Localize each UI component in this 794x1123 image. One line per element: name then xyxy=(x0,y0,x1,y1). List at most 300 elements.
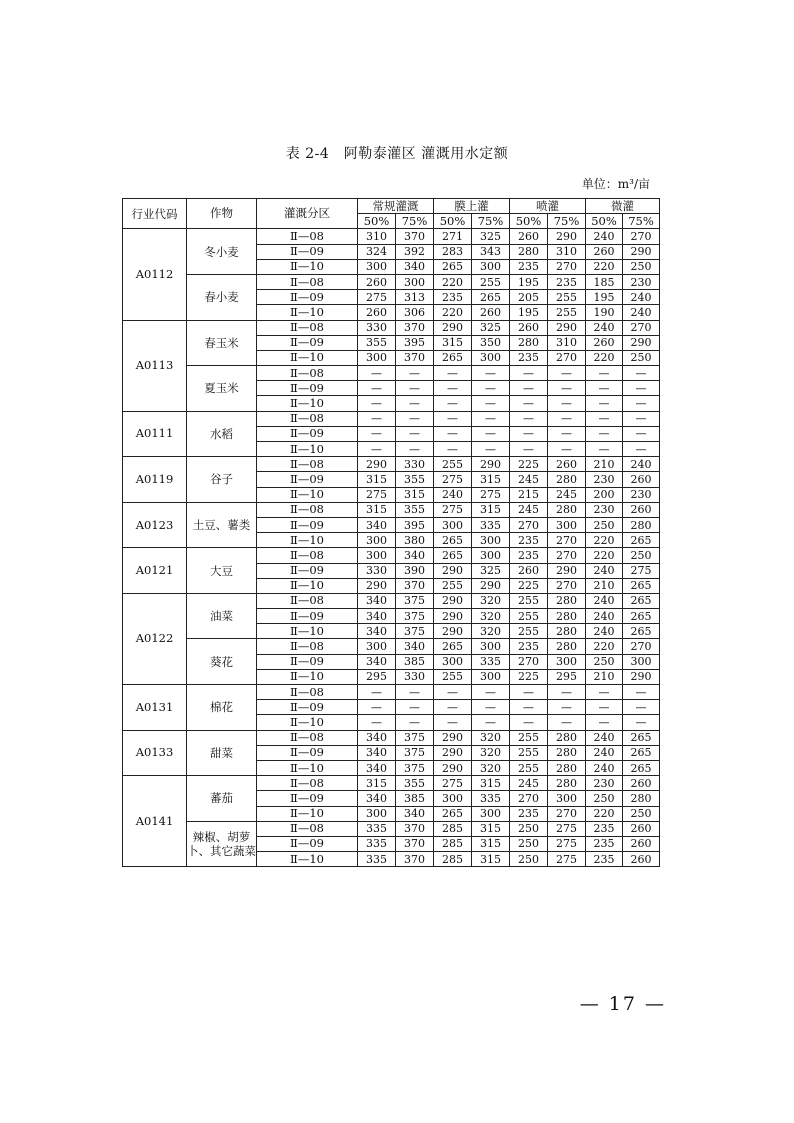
header-zone: 灌溉分区 xyxy=(257,199,358,229)
industry-code-cell: A0112 xyxy=(123,229,187,320)
quota-value-cell: 230 xyxy=(623,274,660,289)
header-percent: 75% xyxy=(472,214,510,229)
quota-value-cell: 370 xyxy=(396,821,434,836)
quota-value-cell: — xyxy=(510,411,548,426)
quota-value-cell: 280 xyxy=(548,776,586,791)
quota-value-cell: 315 xyxy=(434,335,472,350)
zone-cell: Ⅱ—09 xyxy=(257,426,358,441)
quota-value-cell: 270 xyxy=(548,259,586,274)
quota-value-cell: — xyxy=(434,426,472,441)
crop-name-cell: 春玉米 xyxy=(187,320,257,366)
quota-value-cell: — xyxy=(396,411,434,426)
quota-value-cell: 340 xyxy=(396,259,434,274)
zone-cell: Ⅱ—08 xyxy=(257,593,358,608)
quota-value-cell: 240 xyxy=(586,760,623,775)
zone-cell: Ⅱ—09 xyxy=(257,517,358,532)
quota-value-cell: 315 xyxy=(472,472,510,487)
quota-value-cell: 290 xyxy=(434,609,472,624)
quota-value-cell: 370 xyxy=(396,852,434,867)
quota-value-cell: 300 xyxy=(472,259,510,274)
quota-value-cell: — xyxy=(396,442,434,457)
quota-value-cell: 275 xyxy=(358,487,396,502)
zone-cell: Ⅱ—10 xyxy=(257,760,358,775)
quota-value-cell: 290 xyxy=(434,745,472,760)
zone-cell: Ⅱ—08 xyxy=(257,685,358,700)
crop-name-cell: 冬小麦 xyxy=(187,229,257,275)
quota-value-cell: — xyxy=(510,381,548,396)
quota-value-cell: 395 xyxy=(396,335,434,350)
quota-value-cell: — xyxy=(396,700,434,715)
quota-value-cell: 260 xyxy=(510,229,548,244)
zone-cell: Ⅱ—10 xyxy=(257,806,358,821)
quota-value-cell: 260 xyxy=(358,305,396,320)
quota-value-cell: — xyxy=(472,426,510,441)
quota-value-cell: 285 xyxy=(434,852,472,867)
quota-value-cell: — xyxy=(586,700,623,715)
quota-value-cell: 340 xyxy=(396,548,434,563)
quota-value-cell: 310 xyxy=(358,229,396,244)
quota-value-cell: 250 xyxy=(623,259,660,274)
quota-value-cell: 230 xyxy=(586,502,623,517)
quota-value-cell: 300 xyxy=(358,548,396,563)
table-row xyxy=(123,229,660,244)
quota-value-cell: 270 xyxy=(623,639,660,654)
crop-name-cell: 油菜 xyxy=(187,593,257,639)
quota-value-cell: — xyxy=(548,396,586,411)
quota-value-cell: 330 xyxy=(396,669,434,684)
quota-value-cell: 300 xyxy=(472,350,510,365)
quota-value-cell: 290 xyxy=(623,669,660,684)
quota-value-cell: 240 xyxy=(586,320,623,335)
quota-value-cell: — xyxy=(358,715,396,730)
quota-value-cell: 190 xyxy=(586,305,623,320)
quota-value-cell: 270 xyxy=(510,517,548,532)
quota-value-cell: 260 xyxy=(510,563,548,578)
quota-value-cell: 385 xyxy=(396,654,434,669)
quota-value-cell: 340 xyxy=(358,609,396,624)
crop-name-cell: 棉花 xyxy=(187,685,257,731)
table-row xyxy=(123,411,660,426)
quota-value-cell: 260 xyxy=(586,244,623,259)
quota-value-cell: 350 xyxy=(472,335,510,350)
quota-value-cell: 225 xyxy=(510,457,548,472)
zone-cell: Ⅱ—09 xyxy=(257,290,358,305)
industry-code-cell: A0133 xyxy=(123,730,187,776)
quota-value-cell: 225 xyxy=(510,578,548,593)
quota-value-cell: — xyxy=(510,715,548,730)
quota-value-cell: — xyxy=(623,366,660,381)
quota-value-cell: 275 xyxy=(434,502,472,517)
zone-cell: Ⅱ—09 xyxy=(257,700,358,715)
quota-value-cell: 265 xyxy=(434,350,472,365)
zone-cell: Ⅱ—10 xyxy=(257,487,358,502)
table-row xyxy=(123,320,660,335)
quota-value-cell: — xyxy=(358,381,396,396)
quota-value-cell: 280 xyxy=(548,472,586,487)
quota-value-cell: — xyxy=(396,715,434,730)
quota-value-cell: 280 xyxy=(510,244,548,259)
quota-value-cell: — xyxy=(623,442,660,457)
quota-value-cell: — xyxy=(472,396,510,411)
crop-name-cell: 土豆、薯类 xyxy=(187,502,257,548)
quota-value-cell: 300 xyxy=(548,517,586,532)
zone-cell: Ⅱ—08 xyxy=(257,639,358,654)
quota-value-cell: — xyxy=(472,366,510,381)
quota-value-cell: 306 xyxy=(396,305,434,320)
quota-value-cell: 300 xyxy=(358,533,396,548)
table-row xyxy=(123,457,660,472)
quota-value-cell: 250 xyxy=(510,821,548,836)
quota-value-cell: 265 xyxy=(623,578,660,593)
quota-value-cell: 290 xyxy=(548,320,586,335)
quota-value-cell: — xyxy=(396,381,434,396)
quota-value-cell: — xyxy=(623,700,660,715)
quota-value-cell: — xyxy=(548,700,586,715)
industry-code-cell: A0123 xyxy=(123,502,187,548)
crop-name-cell: 夏玉米 xyxy=(187,366,257,412)
quota-value-cell: 260 xyxy=(510,320,548,335)
quota-value-cell: 290 xyxy=(434,563,472,578)
quota-value-cell: 343 xyxy=(472,244,510,259)
quota-value-cell: 375 xyxy=(396,609,434,624)
quota-value-cell: 335 xyxy=(358,836,396,851)
quota-value-cell: 265 xyxy=(434,806,472,821)
quota-value-cell: 255 xyxy=(510,609,548,624)
zone-cell: Ⅱ—08 xyxy=(257,548,358,563)
quota-value-cell: 255 xyxy=(548,305,586,320)
zone-cell: Ⅱ—10 xyxy=(257,305,358,320)
quota-value-cell: — xyxy=(548,685,586,700)
quota-value-cell: 285 xyxy=(434,836,472,851)
quota-value-cell: 320 xyxy=(472,760,510,775)
quota-value-cell: 280 xyxy=(548,609,586,624)
quota-value-cell: — xyxy=(358,700,396,715)
quota-value-cell: 255 xyxy=(510,730,548,745)
quota-value-cell: 285 xyxy=(434,821,472,836)
quota-value-cell: 340 xyxy=(358,624,396,639)
zone-cell: Ⅱ—08 xyxy=(257,730,358,745)
quota-value-cell: 255 xyxy=(510,745,548,760)
quota-value-cell: 300 xyxy=(434,791,472,806)
quota-value-cell: — xyxy=(548,442,586,457)
quota-value-cell: 290 xyxy=(434,320,472,335)
quota-value-cell: 385 xyxy=(396,791,434,806)
zone-cell: Ⅱ—09 xyxy=(257,791,358,806)
quota-value-cell: 220 xyxy=(586,806,623,821)
quota-value-cell: — xyxy=(358,685,396,700)
quota-value-cell: 265 xyxy=(434,639,472,654)
header-percent: 75% xyxy=(396,214,434,229)
quota-value-cell: 320 xyxy=(472,745,510,760)
table-row xyxy=(123,639,660,654)
zone-cell: Ⅱ—09 xyxy=(257,836,358,851)
quota-value-cell: 280 xyxy=(548,730,586,745)
quota-value-cell: 260 xyxy=(548,457,586,472)
quota-value-cell: 235 xyxy=(510,548,548,563)
quota-value-cell: 325 xyxy=(472,229,510,244)
quota-value-cell: 290 xyxy=(358,457,396,472)
quota-value-cell: 280 xyxy=(623,791,660,806)
quota-value-cell: 280 xyxy=(548,639,586,654)
quota-value-cell: 245 xyxy=(548,487,586,502)
zone-cell: Ⅱ—09 xyxy=(257,609,358,624)
zone-cell: Ⅱ—08 xyxy=(257,821,358,836)
quota-value-cell: 235 xyxy=(510,350,548,365)
quota-value-cell: — xyxy=(623,685,660,700)
quota-value-cell: 335 xyxy=(472,791,510,806)
industry-code-cell: A0122 xyxy=(123,593,187,684)
quota-value-cell: 250 xyxy=(623,350,660,365)
quota-value-cell: 220 xyxy=(434,274,472,289)
quota-value-cell: 195 xyxy=(510,274,548,289)
quota-value-cell: — xyxy=(510,396,548,411)
quota-value-cell: 315 xyxy=(358,502,396,517)
quota-value-cell: 195 xyxy=(510,305,548,320)
quota-value-cell: 270 xyxy=(548,578,586,593)
quota-value-cell: 250 xyxy=(586,791,623,806)
quota-value-cell: — xyxy=(586,381,623,396)
quota-value-cell: 355 xyxy=(396,472,434,487)
zone-cell: Ⅱ—09 xyxy=(257,654,358,669)
quota-value-cell: 240 xyxy=(623,457,660,472)
quota-value-cell: 235 xyxy=(434,290,472,305)
header-method-sprinkler: 喷灌 xyxy=(510,199,586,214)
quota-value-cell: 340 xyxy=(358,517,396,532)
quota-value-cell: 265 xyxy=(623,533,660,548)
quota-value-cell: 265 xyxy=(623,609,660,624)
quota-value-cell: 275 xyxy=(472,487,510,502)
quota-value-cell: 300 xyxy=(434,517,472,532)
quota-value-cell: 280 xyxy=(548,760,586,775)
quota-value-cell: 275 xyxy=(548,836,586,851)
quota-value-cell: — xyxy=(434,700,472,715)
quota-value-cell: 260 xyxy=(472,305,510,320)
quota-value-cell: — xyxy=(548,366,586,381)
quota-value-cell: 300 xyxy=(472,533,510,548)
quota-value-cell: 300 xyxy=(548,654,586,669)
quota-value-cell: — xyxy=(434,366,472,381)
quota-value-cell: — xyxy=(586,715,623,730)
industry-code-cell: A0141 xyxy=(123,776,187,867)
quota-value-cell: 265 xyxy=(623,624,660,639)
quota-value-cell: 220 xyxy=(586,533,623,548)
quota-value-cell: 300 xyxy=(358,806,396,821)
quota-value-cell: 295 xyxy=(358,669,396,684)
quota-value-cell: — xyxy=(586,366,623,381)
quota-value-cell: 270 xyxy=(623,320,660,335)
quota-value-cell: 260 xyxy=(623,852,660,867)
quota-value-cell: 265 xyxy=(434,259,472,274)
zone-cell: Ⅱ—09 xyxy=(257,563,358,578)
quota-value-cell: 240 xyxy=(623,290,660,305)
quota-value-cell: 265 xyxy=(623,730,660,745)
quota-value-cell: — xyxy=(623,381,660,396)
quota-value-cell: 240 xyxy=(586,609,623,624)
quota-value-cell: 245 xyxy=(510,776,548,791)
quota-value-cell: 230 xyxy=(586,776,623,791)
quota-value-cell: 255 xyxy=(434,669,472,684)
quota-value-cell: 280 xyxy=(548,745,586,760)
quota-value-cell: 240 xyxy=(586,730,623,745)
table-row xyxy=(123,548,660,563)
quota-value-cell: 255 xyxy=(548,290,586,305)
quota-value-cell: 275 xyxy=(434,472,472,487)
zone-cell: Ⅱ—08 xyxy=(257,502,358,517)
quota-value-cell: — xyxy=(434,442,472,457)
quota-value-cell: 315 xyxy=(358,472,396,487)
zone-cell: Ⅱ—08 xyxy=(257,411,358,426)
zone-cell: Ⅱ—08 xyxy=(257,366,358,381)
quota-value-cell: 265 xyxy=(623,760,660,775)
quota-value-cell: 255 xyxy=(510,760,548,775)
quota-value-cell: 290 xyxy=(548,229,586,244)
quota-value-cell: 270 xyxy=(548,350,586,365)
quota-value-cell: 265 xyxy=(623,745,660,760)
quota-value-cell: 300 xyxy=(396,274,434,289)
quota-value-cell: 270 xyxy=(510,654,548,669)
quota-value-cell: 210 xyxy=(586,457,623,472)
quota-value-cell: 250 xyxy=(510,836,548,851)
quota-value-cell: 300 xyxy=(472,669,510,684)
zone-cell: Ⅱ—10 xyxy=(257,396,358,411)
crop-name-cell: 谷子 xyxy=(187,457,257,503)
header-percent: 50% xyxy=(358,214,396,229)
quota-value-cell: 270 xyxy=(548,548,586,563)
quota-value-cell: 313 xyxy=(396,290,434,305)
quota-value-cell: — xyxy=(586,426,623,441)
quota-value-cell: 290 xyxy=(472,457,510,472)
quota-value-cell: 340 xyxy=(358,730,396,745)
quota-value-cell: — xyxy=(548,715,586,730)
zone-cell: Ⅱ—10 xyxy=(257,578,358,593)
quota-value-cell: 205 xyxy=(510,290,548,305)
quota-value-cell: 300 xyxy=(472,639,510,654)
quota-value-cell: 220 xyxy=(586,639,623,654)
quota-value-cell: — xyxy=(472,715,510,730)
quota-value-cell: 250 xyxy=(623,548,660,563)
quota-value-cell: 250 xyxy=(510,852,548,867)
table-row xyxy=(123,366,660,381)
quota-value-cell: — xyxy=(472,442,510,457)
crop-name-cell: 蕃茄 xyxy=(187,776,257,822)
table-row xyxy=(123,821,660,836)
quota-value-cell: 325 xyxy=(472,320,510,335)
quota-value-cell: 255 xyxy=(434,578,472,593)
quota-value-cell: — xyxy=(396,685,434,700)
quota-value-cell: 250 xyxy=(586,654,623,669)
quota-value-cell: 340 xyxy=(358,654,396,669)
quota-value-cell: 375 xyxy=(396,730,434,745)
zone-cell: Ⅱ—09 xyxy=(257,335,358,350)
quota-value-cell: 310 xyxy=(548,244,586,259)
quota-value-cell: 290 xyxy=(623,244,660,259)
quota-value-cell: 370 xyxy=(396,836,434,851)
quota-value-cell: — xyxy=(434,381,472,396)
header-crop: 作物 xyxy=(187,199,257,229)
quota-value-cell: 265 xyxy=(434,533,472,548)
quota-value-cell: 230 xyxy=(623,487,660,502)
quota-value-cell: 260 xyxy=(586,335,623,350)
quota-value-cell: 340 xyxy=(396,806,434,821)
quota-value-cell: 290 xyxy=(434,760,472,775)
quota-value-cell: 335 xyxy=(472,517,510,532)
quota-value-cell: 220 xyxy=(434,305,472,320)
quota-value-cell: — xyxy=(358,426,396,441)
quota-value-cell: 270 xyxy=(548,533,586,548)
zone-cell: Ⅱ—08 xyxy=(257,776,358,791)
quota-value-cell: 395 xyxy=(396,517,434,532)
crop-name-cell: 春小麦 xyxy=(187,274,257,320)
quota-value-cell: 220 xyxy=(586,350,623,365)
quota-value-cell: 390 xyxy=(396,563,434,578)
quota-value-cell: — xyxy=(472,411,510,426)
industry-code-cell: A0121 xyxy=(123,548,187,594)
quota-value-cell: 235 xyxy=(586,836,623,851)
quota-value-cell: 290 xyxy=(623,335,660,350)
quota-value-cell: 200 xyxy=(586,487,623,502)
quota-value-cell: 265 xyxy=(472,290,510,305)
quota-value-cell: 275 xyxy=(434,776,472,791)
quota-value-cell: — xyxy=(472,685,510,700)
quota-value-cell: 315 xyxy=(472,852,510,867)
zone-cell: Ⅱ—10 xyxy=(257,350,358,365)
quota-value-cell: 220 xyxy=(586,548,623,563)
quota-value-cell: 340 xyxy=(358,760,396,775)
quota-value-cell: 375 xyxy=(396,624,434,639)
quota-value-cell: 330 xyxy=(358,563,396,578)
quota-value-cell: 230 xyxy=(586,472,623,487)
quota-value-cell: 240 xyxy=(623,305,660,320)
quota-value-cell: 245 xyxy=(510,502,548,517)
quota-value-cell: 210 xyxy=(586,669,623,684)
quota-value-cell: 255 xyxy=(510,624,548,639)
quota-value-cell: — xyxy=(396,366,434,381)
quota-value-cell: 270 xyxy=(510,791,548,806)
quota-value-cell: — xyxy=(548,426,586,441)
quota-value-cell: 210 xyxy=(586,578,623,593)
quota-value-cell: 245 xyxy=(510,472,548,487)
quota-value-cell: 260 xyxy=(623,821,660,836)
zone-cell: Ⅱ—09 xyxy=(257,381,358,396)
quota-value-cell: 300 xyxy=(358,350,396,365)
industry-code-cell: A0131 xyxy=(123,685,187,731)
unit-label: 单位：m³/亩 xyxy=(581,177,650,191)
quota-value-cell: 340 xyxy=(358,593,396,608)
crop-name-cell: 大豆 xyxy=(187,548,257,594)
quota-value-cell: — xyxy=(396,396,434,411)
quota-value-cell: — xyxy=(623,411,660,426)
quota-value-cell: 315 xyxy=(472,821,510,836)
quota-value-cell: 235 xyxy=(586,821,623,836)
quota-value-cell: 335 xyxy=(358,852,396,867)
quota-value-cell: — xyxy=(548,381,586,396)
quota-value-cell: 225 xyxy=(510,669,548,684)
crop-name-cell: 甜菜 xyxy=(187,730,257,776)
quota-value-cell: 290 xyxy=(472,578,510,593)
quota-value-cell: 265 xyxy=(623,593,660,608)
quota-value-cell: 290 xyxy=(358,578,396,593)
crop-name-cell: 水稻 xyxy=(187,411,257,457)
zone-cell: Ⅱ—10 xyxy=(257,852,358,867)
quota-value-cell: 215 xyxy=(510,487,548,502)
quota-value-cell: 295 xyxy=(548,669,586,684)
quota-value-cell: 340 xyxy=(396,639,434,654)
zone-cell: Ⅱ—09 xyxy=(257,745,358,760)
industry-code-cell: A0111 xyxy=(123,411,187,457)
header-percent: 50% xyxy=(586,214,623,229)
quota-value-cell: 275 xyxy=(358,290,396,305)
quota-value-cell: 280 xyxy=(510,335,548,350)
